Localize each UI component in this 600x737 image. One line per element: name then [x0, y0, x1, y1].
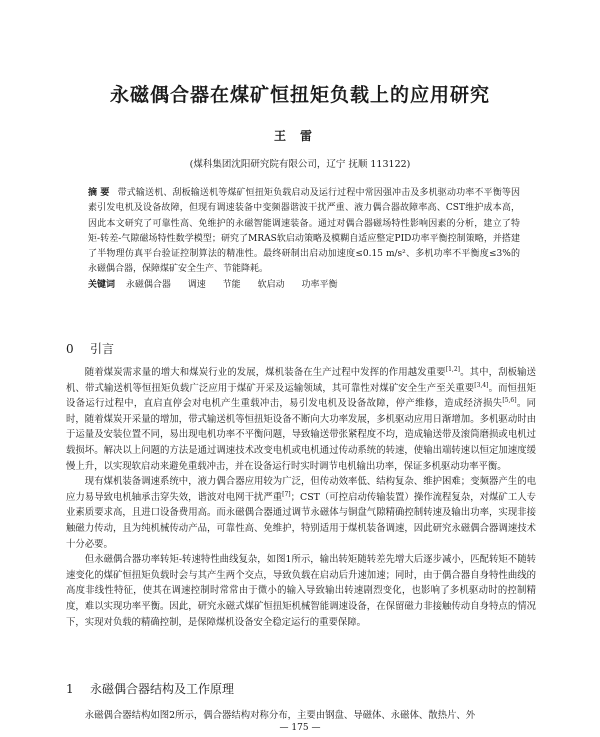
citation: [1,2]: [445, 365, 460, 373]
text-run: 。而恒扭矩设备运行过程中，直启直停会对电机产生重载冲击，易引发电机及设备故障，停产维修，造成经济损失: [66, 382, 536, 410]
section-heading-structure: [66, 680, 234, 697]
keywords-label: 关键词: [88, 279, 116, 290]
section-title: 引言: [90, 342, 115, 356]
paragraph: [66, 365, 536, 474]
citation: [7]: [282, 490, 291, 498]
text-run: 随着煤炭需求量的增大和煤炭行业的发展，煤机装备在生产过程中发挥的作用越发重要: [84, 367, 446, 378]
section-number: 1: [66, 682, 74, 696]
abstract-label: 摘 要: [88, 188, 110, 198]
text-run: 。其中，刮板输送机、带式输送机等恒扭矩负载广泛应用于煤矿开采及运输领域，其可靠性对煤矿安全生产至关重要: [66, 367, 536, 394]
paragraph: 但永磁偶合器功率转矩-转速特性曲线复杂，如图1所示，输出转矩随转差先增大后逐步减小，匹配转矩不随转速变化的煤矿恒扭矩负载时会与其产生两个交点，导致负载在启动后升速加速；同时，由于偶合器自身特性曲线的高度非线性特征，使其在调速控制时常常由于微小的输入导致输出转速剧烈变化，也影响了多机驱动时的控制精度，难以实现功率平衡。因此，研究永磁式煤矿恒扭矩机械智能调速设备，在保留磁力非接触传动自身特点的情况下，实现对负载的精确控制，是保障煤机设备安全稳定运行的重要保障。: [66, 554, 536, 628]
keyword-item: 调速: [187, 279, 206, 290]
abstract-body: 带式输送机、刮板输送机等煤矿恒扭矩负载启动及运行过程中常因强冲击及多机驱动功率不平衡等因素引发电机及设备故障，但现有调速装备中变频器谐波干扰严重、液力偶合器故障率高、CST维护成本高，因此本文研究了可靠性高、免维护的永磁智能调速装备。通过对偶合器磁场特性影响因素的分析，建立了特矩-转差-气隙磁场特性数学模型；研究了MRAS软启动策略及模糊自适应整定PID功率平衡控制策略，并搭建了半物理仿真平台验证控制算法的精准性。最终研制出启动加速度≤0.15 m/s²、多机功率不平衡度≤3%的永磁偶合器，保障煤矿安全生产、节能降耗。: [88, 188, 520, 275]
paragraph: [66, 474, 536, 552]
body-text: [66, 365, 536, 630]
keyword-item: 功率平衡: [301, 279, 338, 290]
keyword-item: 节能: [222, 279, 241, 290]
paper-title: 永磁偶合器在煤矿恒扭矩负载上的应用研究: [109, 84, 490, 106]
keyword-item: 永磁偶合器: [125, 279, 171, 290]
author-affiliation: (煤科集团沈阳研究院有限公司，辽宁 抚顺 113122): [189, 159, 411, 170]
abstract-text: [88, 186, 520, 278]
section-title: 永磁偶合器结构及工作原理: [90, 682, 235, 696]
section-heading-introduction: [66, 340, 114, 357]
keywords-line: [88, 278, 520, 293]
section-number: 0: [66, 342, 74, 356]
keyword-item: 软启动: [257, 279, 285, 290]
page-number: — 175 —: [279, 723, 321, 733]
text-run: 。同时，随着煤炭开采量的增加，带式输送机等恒扭矩设备不断向大功率发展，多机驱动应用日渐增加。多机驱动时由于运量及安装位置不同，易出现电机功率不平衡问题，导致输送带张紧程度不均，造成输送带及滚筒磨损或电机过载损坏。解决以上问题的方法是通过调速技术改变电机或电机通过传动系统的转速，使输出端转速以恒定加速度缓慢上升，以实现软启动来避免重载冲击，并在设备运行时实时调节电机输出功率，保证多机驱动功率平衡。: [66, 398, 536, 472]
author-name: 王雷: [273, 129, 326, 143]
abstract-block: [88, 186, 520, 293]
paragraph-truncated: 永磁偶合器结构如图2所示，偶合器结构对称分布，主要由钢盘、导磁体、永磁体、散热片、外: [84, 710, 476, 721]
text-run: ；CST（可控启动传输装置）操作流程复杂，对煤矿工人专业素质要求高，且进口设备费用高。而永磁偶合器通过调节永磁体与铜盘气隙精确控制转速及输出功率，实现非接触磁力传动，且为纯机械传动产品，可靠性高、免维护，特别适用于煤机装备调速，因此研究永磁偶合器调速技术十分必要。: [66, 491, 536, 550]
citation: [3,4]: [474, 381, 489, 389]
text-run: 现有煤机装备调速系统中，液力偶合器应用较为广泛，但传动效率低、结构复杂、维护困难；变频器产生的电应力易导致电机轴承击穿失效，谐波对电网干扰严重: [66, 476, 536, 503]
citation: [5,6]: [502, 397, 517, 405]
